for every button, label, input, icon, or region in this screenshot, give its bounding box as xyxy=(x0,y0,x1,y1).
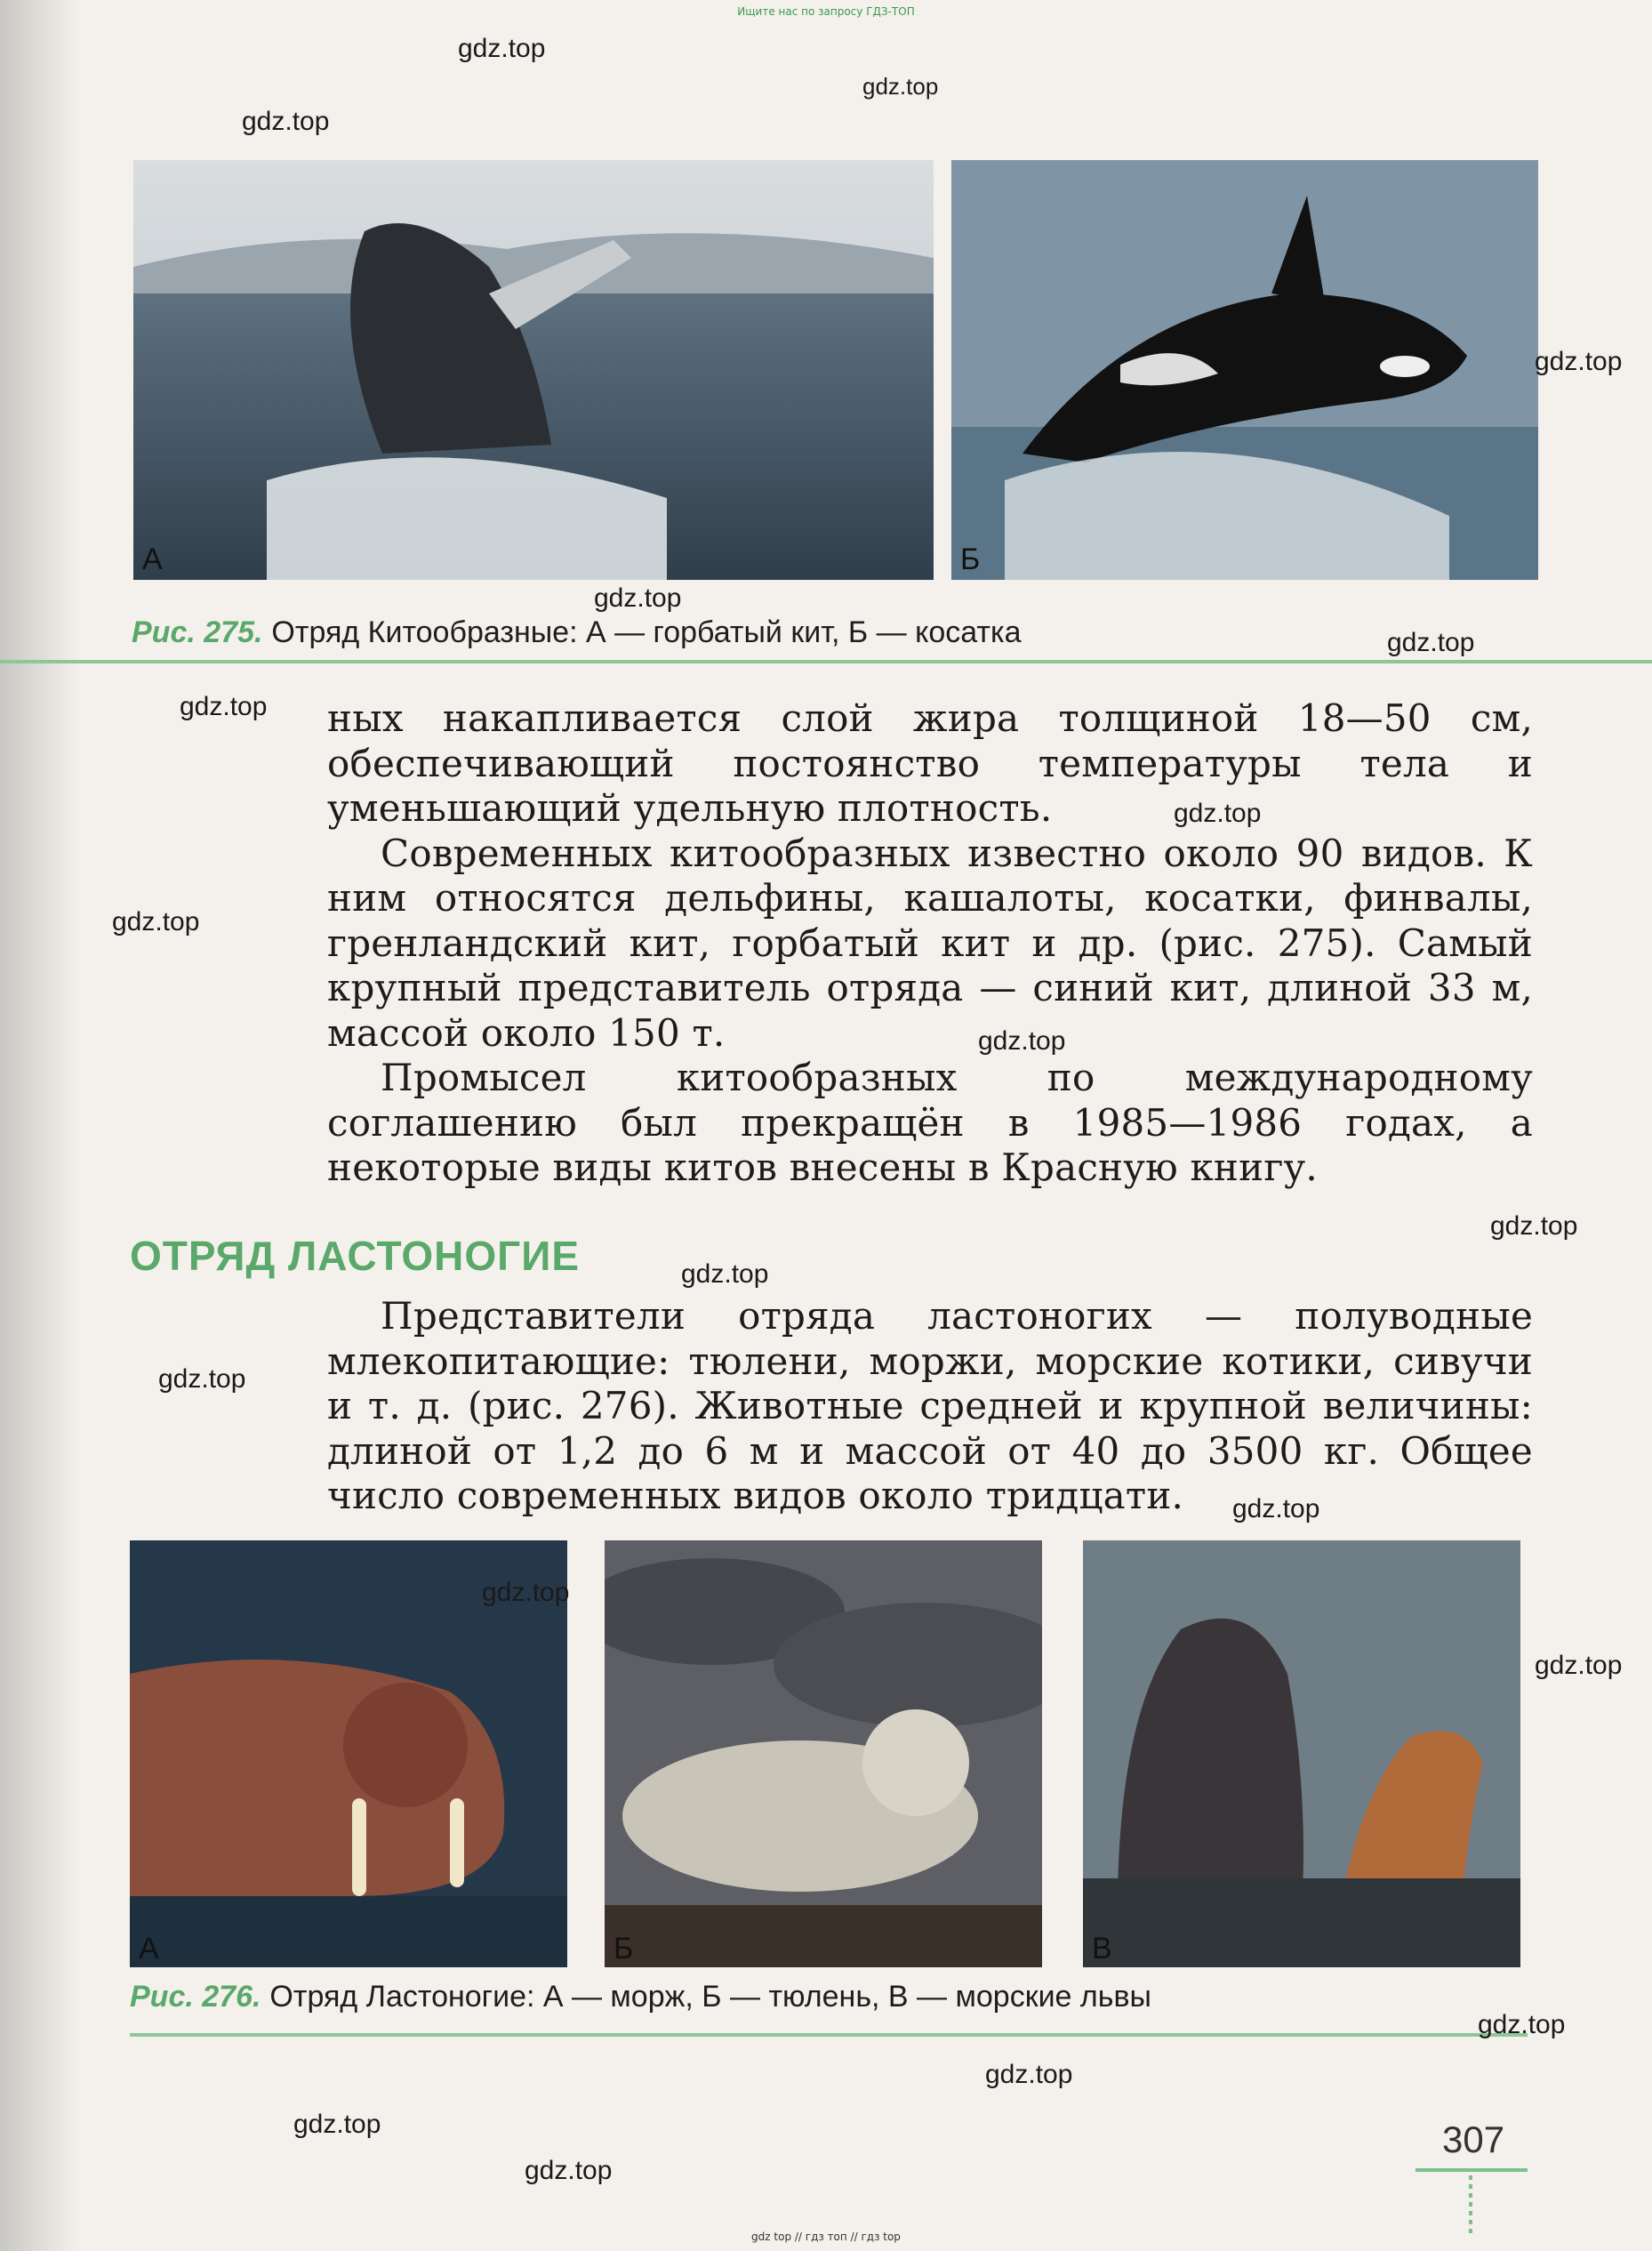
watermark: gdz.top xyxy=(594,583,682,613)
photo-sea-lions xyxy=(1083,1540,1520,1967)
watermark: gdz.top xyxy=(978,1026,1066,1056)
fig276-rule xyxy=(130,2033,1528,2037)
fig275-number: Рис. 275. xyxy=(132,615,263,649)
fig276-text: Отряд Ластоногие: А — морж, Б — тюлень, В — морские львы xyxy=(269,1980,1151,2014)
fig276-caption xyxy=(130,1980,1151,2014)
watermark: gdz.top xyxy=(525,2156,613,2185)
fig276-number: Рис. 276. xyxy=(130,1980,261,2014)
watermark: gdz.top xyxy=(1174,799,1262,828)
top-banner: Ищите нас по запросу ГДЗ-ТОП xyxy=(737,5,915,18)
fig275-caption xyxy=(132,615,1022,650)
fig276-label-c: В xyxy=(1092,1932,1112,1966)
photo-humpback-whale xyxy=(133,160,934,580)
fig275-label-a: А xyxy=(142,543,163,576)
watermark: gdz.top xyxy=(242,107,330,136)
fig275-rule xyxy=(0,660,1652,663)
page-number-rule xyxy=(1415,2168,1528,2172)
body-text-pinnipeds xyxy=(327,1294,1533,1519)
watermark: gdz.top xyxy=(862,73,939,100)
watermark: gdz.top xyxy=(1535,347,1623,376)
photo-orca xyxy=(951,160,1538,580)
watermark: gdz.top xyxy=(482,1578,570,1607)
fig275-label-b: Б xyxy=(960,543,981,576)
watermark: gdz.top xyxy=(985,2060,1073,2089)
page-number-dots xyxy=(1469,2175,1472,2238)
fig276-label-b: Б xyxy=(613,1932,634,1966)
watermark: gdz.top xyxy=(158,1364,246,1394)
body-text xyxy=(327,696,1533,1191)
section-heading: ОТРЯД ЛАСТОНОГИЕ xyxy=(130,1233,581,1279)
watermark: gdz.top xyxy=(112,907,200,937)
fig275-text: Отряд Китообразные: А — горбатый кит, Б — косатка xyxy=(271,615,1022,649)
paragraph-species: Современных китообразных известно около 90 видов. К ним относятся дельфины, кашалоты, косатки, финвалы, гренландский кит, горбатый кит и др. (рис. 275). Самый крупный представитель отряда — синий кит, длиной 33 м, массой около 150 т. xyxy=(327,831,1533,1055)
watermark: gdz.top xyxy=(681,1259,769,1289)
watermark: gdz.top xyxy=(180,692,268,721)
page-spine-shadow xyxy=(0,0,80,2251)
watermark: gdz.top xyxy=(1387,628,1475,657)
paragraph-whaling: Промысел китообразных по международному соглашению был прекращён в 1985—1986 годах, а некоторые виды китов внесены в Красную книгу. xyxy=(327,1056,1533,1189)
photo-seal xyxy=(605,1540,1042,1967)
paragraph-fat-layer: ных накапливается слой жира толщиной 18—50 см, обеспечивающий постоянство температуры тела и уменьшающий удельную плотность. xyxy=(327,696,1533,830)
watermark: gdz.top xyxy=(1478,2010,1566,2039)
bottom-banner: gdz top // гдз топ // гдз top xyxy=(751,2231,901,2243)
watermark: gdz.top xyxy=(1490,1211,1578,1241)
fig276-label-a: А xyxy=(139,1932,159,1966)
paragraph-pinnipeds: Представители отряда ластоногих — полуводные млекопитающие: тюлени, моржи, морские котики, сивучи и т. д. (рис. 276). Животные средней и крупной величины: длиной от 1,2 до 6 м и массой от 40 до 3500 кг. Общее число современных видов около тридцати. xyxy=(327,1294,1533,1517)
watermark: gdz.top xyxy=(1232,1494,1320,1523)
watermark: gdz.top xyxy=(458,34,546,63)
watermark: gdz.top xyxy=(1535,1651,1623,1680)
watermark: gdz.top xyxy=(293,2110,381,2139)
page-number: 307 xyxy=(1442,2118,1505,2160)
